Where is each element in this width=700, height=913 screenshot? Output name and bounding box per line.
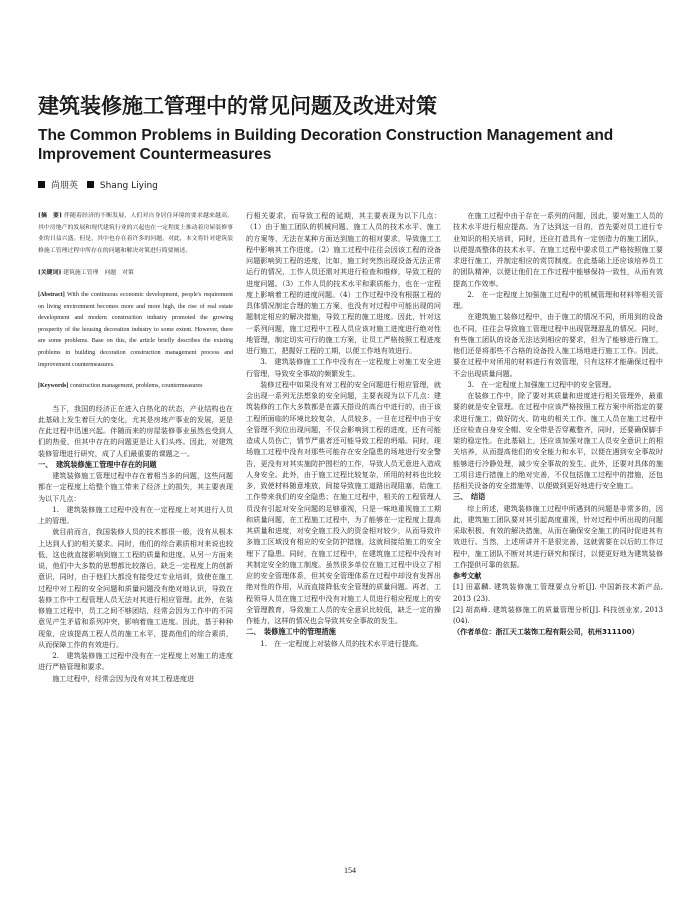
author-cn: 尚朋英 bbox=[51, 181, 79, 191]
square-bullet-icon bbox=[87, 181, 94, 188]
section-heading: 三、 结语 bbox=[453, 492, 486, 502]
section-heading: 二、 装修施工中的管理措施 bbox=[246, 627, 336, 637]
paragraph: 3. 在一定程度上加强施工过程中的安全管理。 bbox=[467, 379, 616, 389]
paragraph: 在装修工作中，除了要对其质量和进度进行相关管理外，最重要的就是安全管理。在过程中应该严格按照工程方案中所指定的要求进行施工，做好防火、防电的相关工作。施工人员在施工过程中还应检查自身安全帽、安全带是否穿戴整齐，同时，还要确保脚手架的稳定性。在此基础上，还应该加强对施工人员安全意识上的相关培养，从而提高他们的安全能力和水平，以便在遇到安全事故时能够进行冷静处理，减少安全事故的发生。此外，还要对具体的施工项目进行措施上的绝对完善，不仅包括施工过程中的措施，还包括相关设备的安全措施等，以便做到更好地进行安全施工。 bbox=[453, 391, 663, 490]
paragraph: 施工过程中，经常会因为没有对其工程进度进 bbox=[52, 673, 195, 683]
paragraph: 就目前而言，我国装修人员的技术都很一般，没有从根本上达到人们的相关要求。同时，他们的综合素质相对来说也较低，这也就直接影响到施工工程的质量和进度。从另一方面来说，他们中大多数的思想都比较落后，缺乏一定程度上的创新意识，同时，由于他们大都没有接受过专业培训，致使在施工过程中对工程的安全问题和质量问题没有绝对地认识，导致在装修工作中工程管理人员无法对其进行相应管理。此外，在装修施工过程中，员工之间不够团结，经常会因为工作中的不同意见产生矛盾和系列冲突，影响着施工进度。因此，基于种种现象，应该提高工程人员的施工水平，提高他们的综合素质，从而保障工作的有效进行。 bbox=[38, 527, 233, 649]
abstract-cn-text: 伴随着经济的不断发展，人们对自身居住环境的要求越来越高，其中房地产的发展和现代建筑行业的兴起也在一定程度上推动着房屋装修事业的日益兴盛。但是，其中也存在着许多的问题，对此，本文将针对建筑装修施工管理过程中所存在的问题和解决对策进行简要阐述。 bbox=[38, 213, 234, 254]
paragraph: 在建筑施工装修过程中，由于施工的情况不同，所用到的设备也不同，往往会导致施工管理过程中出现管理混乱的情况。同时，有些施工团队的设备无法达到相应的要求，但为了能够进行施工，他们还是将那些不合格的设备投入施工场地进行施工工作。因此，要在过程中对所用的材料进行有效管理，只有这样才能确保过程中不会出现质量问题。 bbox=[453, 312, 663, 378]
paragraph: （作者单位：浙江天工装饰工程有限公司，杭州311100） bbox=[453, 627, 639, 637]
paragraph: 3. 建筑装修施工工作中没有在一定程度上对施工安全进行管理，导致安全事故的频繁发生。 bbox=[246, 357, 441, 378]
paragraph: [1] 田嘉麟. 建筑装修施工管理要点分析[J]. 中国新技术新产品, 2013 (23). bbox=[453, 582, 663, 603]
paragraph: 在施工过程中由于存在一系列的问题，因此，要对施工人员的技术水平进行相应提高。为了达到这一目的，首先要对员工进行专业知识的相关培训，同时，还应打造具有一定创造力的施工团队，以便提高整体的技术水平。在施工过程中要求员工严格按照施工要求进行施工，并制定相应的赏罚制度。在此基础上还应该培养员工的团队精神，以便让他们在工作过程中能够保持一致性，从而有效提高工作效率。 bbox=[453, 211, 663, 288]
page-subtitle: The Common Problems in Building Decoration Construction Management and Improvement Countermeasures bbox=[38, 127, 614, 163]
column-right bbox=[453, 210, 663, 638]
paragraph: 2. 建筑装修施工过程中没有在一定程度上对施工的进度进行严格管理和要求。 bbox=[38, 651, 233, 672]
keywords-cn-label: [关键词] bbox=[38, 269, 62, 277]
keywords-en-label: [Keywords] bbox=[38, 383, 69, 390]
paragraph: [2] 胡高峰. 建筑装修施工的质量管理分析[J]. 科技创业家, 2013 (04). bbox=[453, 604, 663, 625]
section-heading: 一、 建筑装修施工管理中存在的问题 bbox=[38, 459, 157, 469]
author-line bbox=[38, 180, 158, 192]
page-number: 154 bbox=[344, 866, 356, 875]
references-heading: 参考文献 bbox=[453, 571, 482, 580]
column-middle bbox=[246, 210, 441, 649]
author-en: Shang Liying bbox=[99, 181, 158, 191]
keywords-en bbox=[38, 381, 233, 393]
paragraph: 建筑装修施工管理过程中存在着相当多的问题，这些问题都在一定程度上给整个施工带来了经济上的损失，其主要表现为以下几点： bbox=[38, 471, 233, 503]
abstract-cn-label: [摘 要] bbox=[38, 212, 62, 219]
keywords-cn bbox=[38, 267, 233, 280]
paragraph: 当下，我国的经济正在进入白热化的状态，产业结构也在此基础上发生着巨大的变化，尤其是房地产事业的发展，更是在此过程中迅速兴起。伴随而来的房屋装修事业虽然也受到人们的热爱，但其中存在的问题更是让人们头疼。因此，对建筑装修管理进行研究，成了人们最重要的课题之一。 bbox=[38, 403, 233, 458]
square-bullet-icon bbox=[38, 181, 45, 188]
body-text bbox=[38, 403, 233, 684]
paragraph: 2. 在一定程度上加强施工过程中的机械管理和材料等相关管理。 bbox=[453, 289, 663, 310]
abstract-en-label: [Abstract] bbox=[38, 291, 65, 298]
paragraph: 1. 建筑装修施工过程中没有在一定程度上对其进行人员上的管理。 bbox=[38, 504, 233, 526]
paragraph: 1. 在一定程度上对装修人员的技术水平进行提高。 bbox=[260, 638, 424, 648]
abstract-en-text: With the continuous economic development, people's requirement on living environment becomes more and more high, the rise of real estate development and modern construction industry promoted the growing prosperity of the housing decoration industry to some extent. However, there are some problems. Base on this, the article briefly describes the existing problems in building decoration construction management process and improvement countermeasures. bbox=[38, 291, 233, 368]
keywords-en-text: construction management, problems, countermeasures bbox=[70, 383, 203, 390]
paragraph: 行相关要求，而导致工程的延期，其主要表现为以下几点：（1）由于施工团队的机械问题、施工人员的技术水平、施工的方案等，无法在某种方面达到施工的相对要求，导致施工工程中影响其工作进度。（2）施工过程中往往会因该工程的设备问题影响到工程的进度，比如，施工时突然出现设备无法正常运行的情况，工作人员还需对其进行检查和维修，导致工程的进度问题。（3）工作人员的技术水平和素质能力，也在一定程度上影响着工程的进度问题。（4）工作过程中没有根据工程的具体情况制定合理的施工方案，也没有对过程中可能出现的问题制定相应的解决措施，导致工程的施工进度。因此，针对这一系列问题，施工过程中工程人员应该对施工进度进行绝对性地管理，制定切实可行的施工方案，让员工严格按照工程进度进行施工，把握好工程的工期，以便工作地有效进行。 bbox=[246, 211, 441, 355]
paragraph: 综上所述，建筑装修施工过程中所遇到的问题是非常多的，因此，建筑施工团队要对其引起高度重视，针对过程中所出现的问题采取积极、有效的解决措施，从而在确保安全施工的同时促进其有效进行。当然，上述所讲并不是很完善，这就需要在以后的工作过程中，施工团队不断对其进行研究和探讨，以便更好地为建筑装修工作提供可靠的依据。 bbox=[453, 503, 663, 569]
paragraph: 装修过程中如果没有对工程的安全问题进行相应管理，就会出现一系列无法想象的安全问题，主要表现为以下几点：建筑装修的工作大多数都是在露天搭设的高台中进行的，由于该工程所面临的环境比较复杂，人员较多，一旦在过程中由于安全管理不到位出现问题，不仅会影响到工程的进度，还有可能造成人员伤亡，情节严重者还可能导致工程的坍塌。同时，现场施工过程中没有对那些可能存在安全隐患的场地进行安全警告，更没有对其实施防护围栏的工作，导致人员无意进入造成人身安全。此外，由于施工过程比较复杂，所用的材料也比较多，致使材料随意堆放，间接导致施工道路出现阻塞，给施工工作带来我们的安全隐患；在施工过程中，相关的工程管理人员没有引起对安全问题的足够重视，只是一味地重视施工工期和质量问题，在工程施工过程中，为了能够在一定程度上提高其质量和进度，对安全施工投入的资金相对较少，从而导致许多施工区域没有相应的安全防护措施，这就间接给施工的安全埋下了隐患。同时，在施工过程中，在建筑施工过程中没有对其制定安全的施工制度。虽然很多单位在施工过程中设立了相应的安全管理体系，但其安全管理体系在过程中却没有发挥出绝对性的作用，从而直接降低安全管理的质量问题。再者，工程领导人员在施工过程中没有对施工人员进行相应程度上的安全管理教育，导致施工人员的安全意识比较低，缺乏一定的操作能力，这样的情况也会导致其安全事故的发生。 bbox=[246, 379, 441, 625]
page-title: 建筑装修施工管理中的常见问题及改进对策 bbox=[38, 94, 437, 118]
abstract-cn bbox=[38, 210, 233, 257]
keywords-cn-text: 建筑施工管理 问题 对策 bbox=[63, 270, 134, 277]
abstract-en bbox=[38, 290, 233, 371]
column-left bbox=[38, 210, 233, 684]
